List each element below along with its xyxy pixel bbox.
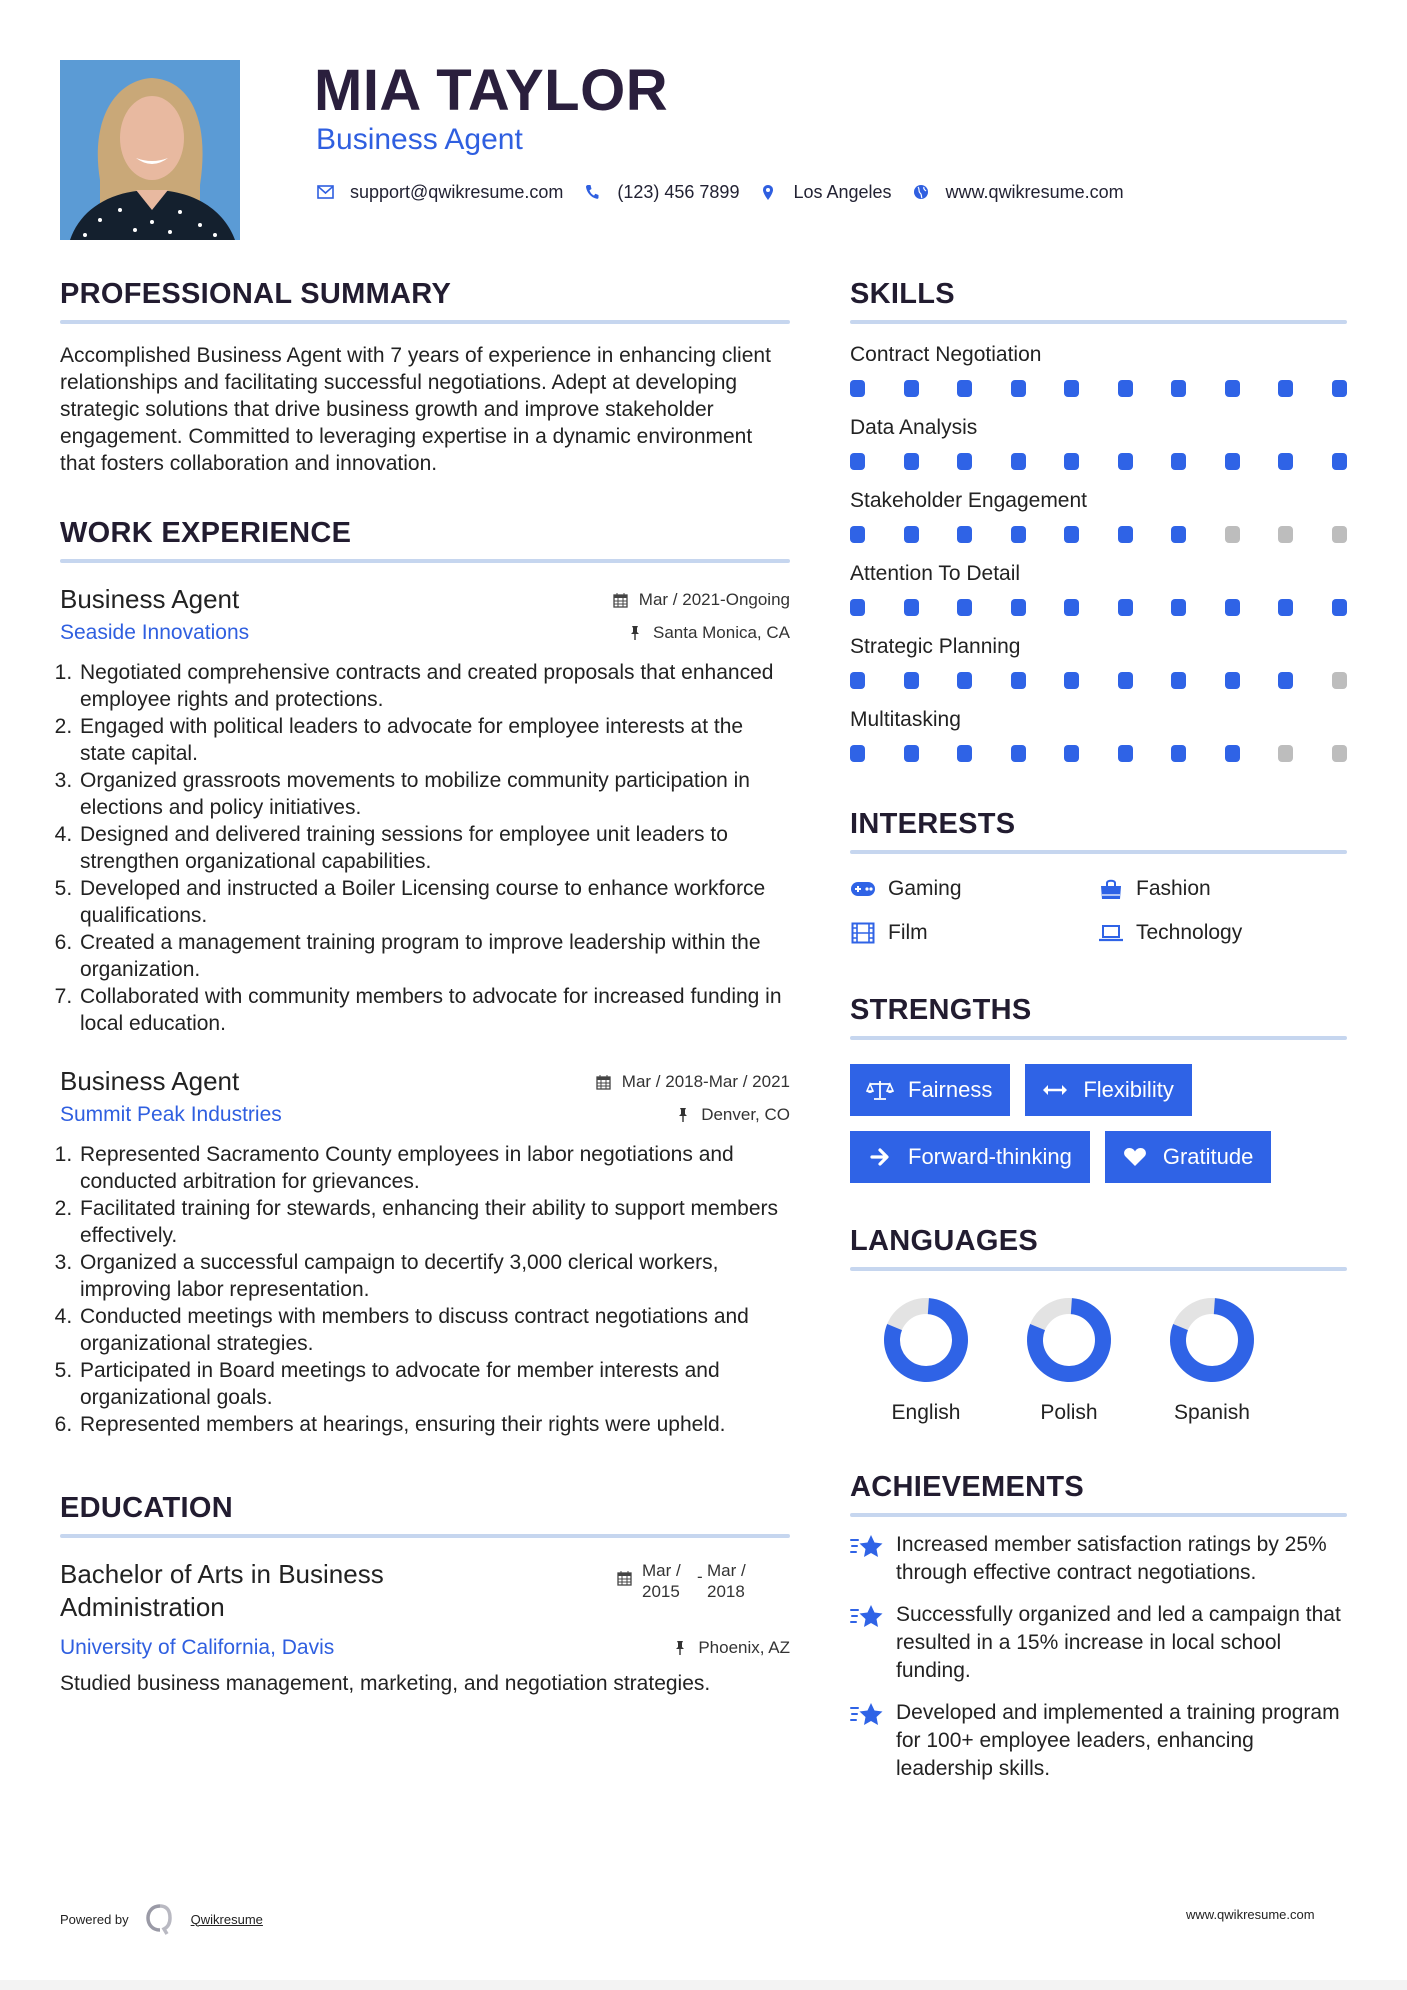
pushpin-icon: [672, 1640, 688, 1656]
section-divider: [850, 1513, 1347, 1517]
language-label: Spanish: [1174, 1401, 1250, 1424]
duty-item: 6. Represented members at hearings, ensuring their rights were upheld.: [78, 1411, 790, 1438]
work-experience-section: [60, 515, 790, 1438]
language-donut-chart: [1026, 1297, 1112, 1383]
rating-dot-filled: [1118, 453, 1133, 470]
rating-dot-filled: [904, 526, 919, 543]
right-column: [850, 276, 1347, 1783]
rating-dot-filled: [1171, 526, 1186, 543]
interest-item: [850, 874, 1098, 904]
job-location: [675, 1105, 790, 1125]
section-heading: SKILLS: [850, 278, 955, 310]
rating-dot-filled: [1332, 453, 1347, 470]
rating-dot-filled: [850, 453, 865, 470]
strength-label: Gratitude: [1162, 1144, 1254, 1169]
rating-dot-filled: [850, 380, 865, 397]
achievement-text: Developed and implemented a training program for 100+ employee leaders, enhancing leadership skills.: [896, 1701, 1340, 1780]
rating-dot-filled: [1064, 672, 1079, 689]
section-heading: WORK EXPERIENCE: [60, 517, 352, 549]
section-divider: [60, 559, 790, 563]
rating-dot-filled: [1225, 672, 1240, 689]
strength-label: Flexibility: [1083, 1077, 1174, 1102]
pushpin-icon: [675, 1107, 691, 1123]
rating-dot-filled: [1011, 453, 1026, 470]
rating-dot-empty: [1278, 745, 1293, 762]
rating-dot-empty: [1278, 526, 1293, 543]
candidate-name: MIA TAYLOR: [314, 58, 669, 123]
rating-dot-filled: [904, 672, 919, 689]
duty-item: 2. Facilitated training for stewards, enhancing their ability to support members effectively.: [78, 1195, 790, 1249]
duty-item: 3. Organized grassroots movements to mobilize community participation in elections and policy initiatives.: [78, 767, 790, 821]
skill-rating: [850, 380, 1347, 397]
language-label: Polish: [1040, 1401, 1098, 1424]
education-location-text: Phoenix, AZ: [698, 1638, 790, 1657]
contact-phone[interactable]: [583, 182, 739, 203]
duty-list: [60, 659, 790, 1037]
strength-label: Forward-thinking: [908, 1144, 1072, 1169]
rating-dot-filled: [850, 526, 865, 543]
rating-dot-filled: [1225, 599, 1240, 616]
skill-rating: [850, 745, 1347, 762]
contact-bar: [316, 178, 1144, 206]
globe-icon: [912, 183, 930, 201]
star-icon: [850, 1533, 884, 1561]
calendar-icon: [613, 592, 629, 608]
rating-dot-filled: [850, 672, 865, 689]
rating-dot-filled: [850, 599, 865, 616]
phone-icon: [583, 183, 601, 201]
section-divider: [850, 1036, 1347, 1040]
rating-dot-filled: [1225, 745, 1240, 762]
duty-item: 5. Participated in Board meetings to advocate for member interests and organizational goals.: [78, 1357, 790, 1411]
strength-badge: [1025, 1064, 1191, 1116]
section-heading: STRENGTHS: [850, 994, 1032, 1026]
section-heading: EDUCATION: [60, 1492, 233, 1524]
pushpin-icon: [627, 625, 643, 641]
footer-website[interactable]: www.qwikresume.com: [1186, 1907, 1315, 1922]
section-divider: [850, 1267, 1347, 1271]
achievement-text: Successfully organized and led a campaign that resulted in a 15% increase in local school funding.: [896, 1603, 1341, 1682]
page-bottom-edge: [0, 1980, 1407, 1990]
job-entry: [60, 1065, 790, 1438]
rating-dot-empty: [1332, 745, 1347, 762]
job-entry: [60, 583, 790, 1037]
location-text: Los Angeles: [793, 181, 892, 202]
rating-dot-filled: [1225, 453, 1240, 470]
rating-dot-empty: [1332, 672, 1347, 689]
achievement-item: [850, 1699, 1347, 1783]
skill-name: Strategic Planning: [850, 635, 1021, 658]
rating-dot-filled: [957, 380, 972, 397]
rating-dot-filled: [1118, 599, 1133, 616]
rating-dot-filled: [1278, 380, 1293, 397]
rating-dot-filled: [850, 745, 865, 762]
rating-dot-empty: [1225, 526, 1240, 543]
rating-dot-filled: [904, 453, 919, 470]
strength-label: Fairness: [908, 1077, 993, 1102]
skills-section: [850, 276, 1347, 762]
interest-label: Fashion: [1136, 877, 1211, 900]
education-section: [60, 1490, 790, 1697]
interest-item: [1098, 874, 1346, 904]
achievements-section: [850, 1469, 1347, 1783]
envelope-icon: [316, 183, 334, 201]
calendar-icon: [616, 1570, 632, 1586]
shopping-bag-icon: [1098, 878, 1124, 900]
section-divider: [60, 320, 790, 324]
rating-dot-filled: [1064, 599, 1079, 616]
rating-dot-empty: [1332, 526, 1347, 543]
rating-dot-filled: [1118, 745, 1133, 762]
degree-title: Bachelor of Arts in Business Administration: [60, 1559, 384, 1622]
skills-list: [850, 342, 1347, 762]
education-end-date: Mar / 2018: [707, 1561, 746, 1601]
section-heading: PROFESSIONAL SUMMARY: [60, 278, 452, 310]
rating-dot-filled: [1011, 380, 1026, 397]
qwikresume-link[interactable]: Qwikresume: [190, 1911, 263, 1927]
rating-dot-filled: [1278, 672, 1293, 689]
rating-dot-filled: [1171, 453, 1186, 470]
rating-dot-filled: [904, 599, 919, 616]
duty-list: [60, 1141, 790, 1438]
strength-badge: [1105, 1131, 1272, 1183]
contact-location: [759, 182, 891, 203]
strengths-list: [850, 1064, 1347, 1183]
rating-dot-filled: [1171, 380, 1186, 397]
duty-item: 7. Collaborated with community members to advocate for increased funding in local education.: [78, 983, 790, 1037]
company-name: Seaside Innovations: [60, 621, 250, 644]
section-divider: [850, 850, 1347, 854]
job-date: [613, 590, 790, 610]
education-date: [616, 1560, 762, 1602]
rating-dot-filled: [1171, 599, 1186, 616]
arrows-horizontal-icon: [1041, 1079, 1069, 1101]
skill-name: Stakeholder Engagement: [850, 489, 1087, 512]
rating-dot-filled: [957, 672, 972, 689]
duty-item: 2. Engaged with political leaders to advocate for employee interests at the state capital.: [78, 713, 790, 767]
job-title: Business Agent: [60, 584, 240, 614]
rating-dot-filled: [1278, 453, 1293, 470]
skill-name: Contract Negotiation: [850, 343, 1042, 366]
job-date-text: Mar / 2018-Mar / 2021: [621, 1072, 790, 1091]
date-separator: -: [697, 1567, 703, 1586]
rating-dot-filled: [1118, 672, 1133, 689]
interest-label: Technology: [1136, 921, 1243, 944]
skill-name: Data Analysis: [850, 416, 978, 439]
job-location-text: Santa Monica, CA: [652, 623, 790, 642]
languages-list: [850, 1297, 1347, 1425]
skill-name: Attention To Detail: [850, 562, 1021, 585]
rating-dot-filled: [1011, 672, 1026, 689]
interests-list: [850, 874, 1347, 948]
school-name: University of California, Davis: [60, 1636, 335, 1659]
heart-icon: [1121, 1146, 1149, 1168]
interest-label: Gaming: [888, 877, 962, 900]
powered-by-label: Powered by: [60, 1911, 129, 1927]
balance-scale-icon: [866, 1079, 894, 1101]
rating-dot-filled: [957, 599, 972, 616]
achievement-item: [850, 1601, 1347, 1685]
job-title: Business Agent: [60, 1066, 240, 1096]
rating-dot-filled: [1225, 380, 1240, 397]
language-item: [843, 1297, 1009, 1425]
skill-name: Multitasking: [850, 708, 961, 731]
education-location: [672, 1638, 790, 1658]
interests-section: [850, 806, 1347, 948]
education-description: Studied business management, marketing, and negotiation strategies.: [60, 1672, 711, 1695]
contact-website[interactable]: [912, 182, 1124, 203]
contact-email[interactable]: [316, 182, 563, 203]
phone-text: (123) 456 7899: [617, 181, 740, 202]
rating-dot-filled: [1064, 380, 1079, 397]
film-icon: [850, 922, 876, 944]
job-date: [596, 1072, 790, 1092]
rating-dot-filled: [1332, 380, 1347, 397]
section-divider: [60, 1534, 790, 1538]
duty-item: 4. Designed and delivered training sessions for employee unit leaders to strengthen organizational capabilities.: [78, 821, 790, 875]
arrow-right-icon: [866, 1146, 894, 1168]
language-donut-chart: [1169, 1297, 1255, 1383]
skill-rating: [850, 672, 1347, 689]
email-text: support@qwikresume.com: [350, 181, 564, 202]
duty-item: 6. Created a management training program to improve leadership within the organization.: [78, 929, 790, 983]
candidate-title: Business Agent: [316, 123, 523, 156]
job-location: [627, 623, 790, 643]
section-heading: INTERESTS: [850, 808, 1016, 840]
section-heading: LANGUAGES: [850, 1225, 1038, 1257]
gamepad-icon: [850, 878, 876, 900]
skill-rating: [850, 453, 1347, 470]
section-heading: ACHIEVEMENTS: [850, 1471, 1085, 1503]
rating-dot-filled: [957, 453, 972, 470]
duty-item: 5. Developed and instructed a Boiler Licensing course to enhance workforce qualifications.: [78, 875, 790, 929]
qwikresume-logo-icon: [143, 1902, 177, 1936]
rating-dot-filled: [957, 745, 972, 762]
language-item: [986, 1297, 1152, 1425]
achievement-item: [850, 1531, 1347, 1587]
interest-item: [850, 918, 1098, 948]
rating-dot-filled: [1171, 745, 1186, 762]
map-pin-icon: [759, 183, 777, 201]
achievement-text: Increased member satisfaction ratings by 25% through effective contract negotiations.: [896, 1533, 1327, 1584]
portrait-image: [60, 60, 240, 240]
rating-dot-filled: [1278, 599, 1293, 616]
language-donut-chart: [883, 1297, 969, 1383]
rating-dot-filled: [1171, 672, 1186, 689]
duty-item: 1. Negotiated comprehensive contracts and created proposals that enhanced employee rights and protections.: [78, 659, 790, 713]
rating-dot-filled: [1064, 526, 1079, 543]
strength-badge: [850, 1064, 1010, 1116]
star-icon: [850, 1701, 884, 1729]
rating-dot-filled: [1011, 526, 1026, 543]
strength-badge: [850, 1131, 1090, 1183]
calendar-icon: [596, 1074, 612, 1090]
rating-dot-filled: [1118, 380, 1133, 397]
duty-item: 3. Organized a successful campaign to decertify 3,000 clerical workers, improving labor representation.: [78, 1249, 790, 1303]
star-icon: [850, 1603, 884, 1631]
education-start-date: Mar / 2015: [642, 1561, 681, 1601]
left-column: [60, 276, 790, 1697]
skill-rating: [850, 599, 1347, 616]
rating-dot-filled: [1011, 745, 1026, 762]
website-text: www.qwikresume.com: [945, 181, 1124, 202]
rating-dot-filled: [1064, 453, 1079, 470]
skill-rating: [850, 526, 1347, 543]
duty-item: 1. Represented Sacramento County employees in labor negotiations and conducted arbitration for grievances.: [78, 1141, 790, 1195]
section-divider: [850, 320, 1347, 324]
duty-item: 4. Conducted meetings with members to discuss contract negotiations and organizational strategies.: [78, 1303, 790, 1357]
interest-item: [1098, 918, 1346, 948]
rating-dot-filled: [1118, 526, 1133, 543]
summary-text: Accomplished Business Agent with 7 years of experience in enhancing client relationships and facilitating successful negotiations. Adept at developing strategic solutions that drive business growth and improve stakeholder engagement. Committed to leveraging expertise in a dynamic environment that fosters collaboration and innovation.: [60, 344, 771, 475]
strengths-section: [850, 992, 1347, 1183]
language-item: [1129, 1297, 1295, 1425]
rating-dot-filled: [1064, 745, 1079, 762]
languages-section: [850, 1223, 1347, 1425]
rating-dot-filled: [1011, 599, 1026, 616]
professional-summary-section: [60, 276, 790, 477]
rating-dot-filled: [904, 745, 919, 762]
company-name: Summit Peak Industries: [60, 1103, 282, 1126]
profile-photo: [60, 60, 240, 240]
footer-branding: [60, 1902, 263, 1936]
job-location-text: Denver, CO: [701, 1105, 790, 1124]
rating-dot-filled: [957, 526, 972, 543]
rating-dot-filled: [1332, 599, 1347, 616]
language-label: English: [891, 1401, 961, 1424]
interest-label: Film: [888, 921, 928, 944]
laptop-icon: [1098, 922, 1124, 944]
rating-dot-filled: [904, 380, 919, 397]
job-date-text: Mar / 2021-Ongoing: [638, 590, 790, 609]
